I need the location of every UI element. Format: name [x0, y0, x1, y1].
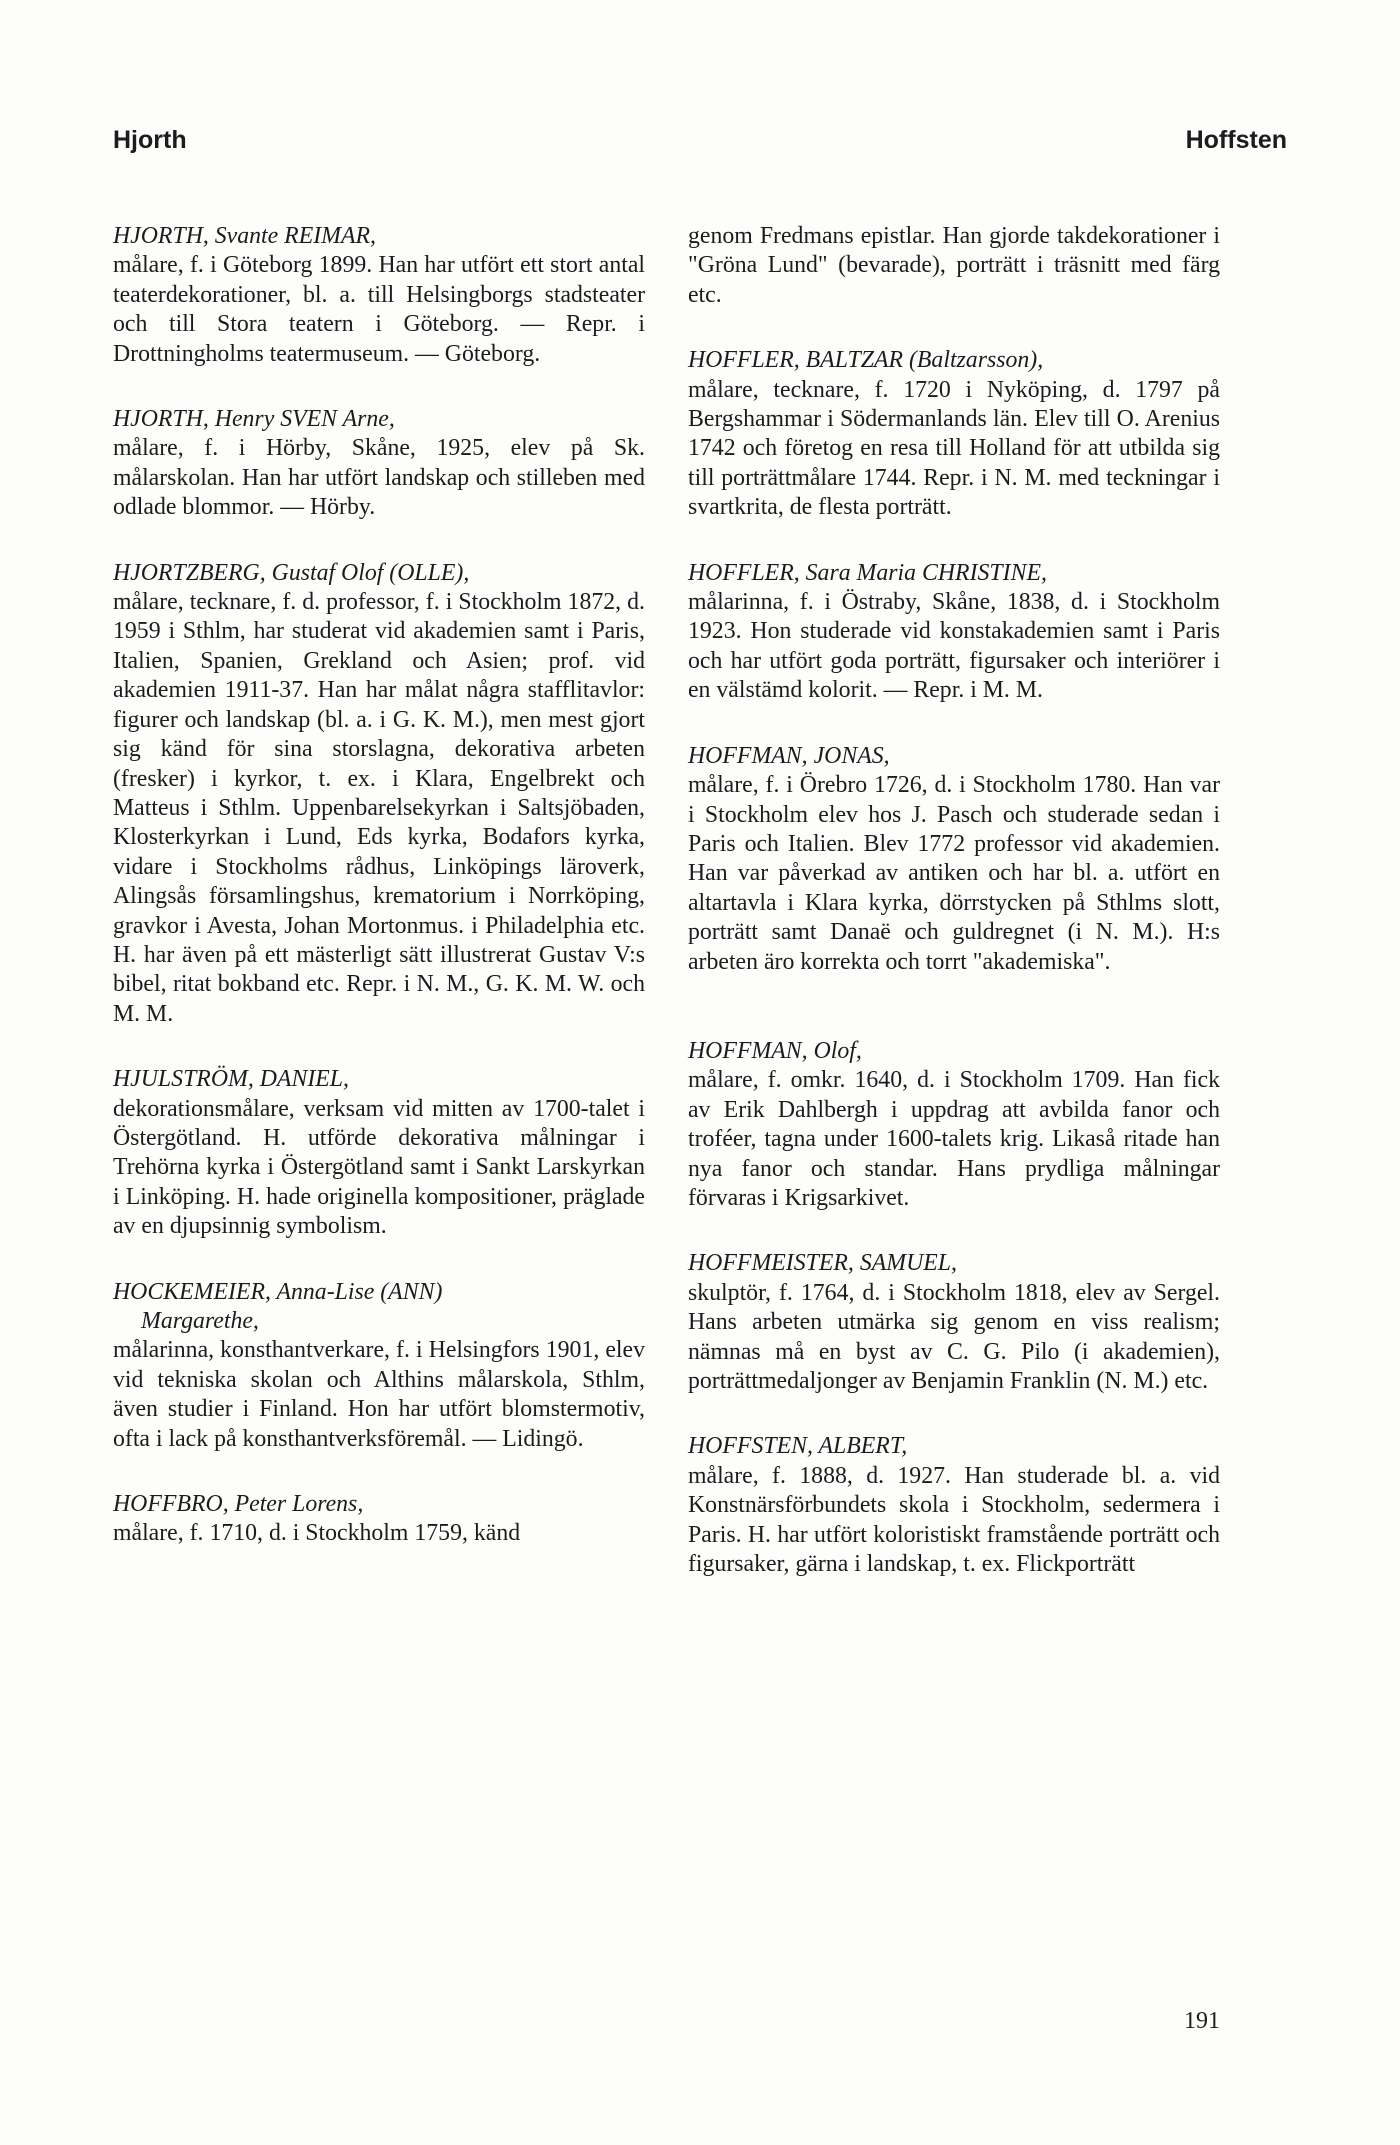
entry-body: målare, f. 1888, d. 1927. Han studerade bl. a. vid Konstnärsförbundets skola i Stockholm, sedermera i Paris. H. har utfört koloristiskt framstående porträtt och figursaker, gärna i landskap, t. ex. Flickporträtt — [688, 1462, 1220, 1578]
entry-hoffsten — [688, 1432, 1220, 1579]
entry-name: HJORTH, Svante REIMAR, — [113, 223, 377, 249]
entry-hjortzberg — [113, 559, 645, 1030]
entry-name: HJULSTRÖM, DANIEL, — [113, 1066, 349, 1093]
entry-body: målare, tecknare, f. 1720 i Nyköping, d. 1797 på Bergshammar i Södermanlands län. Elev till O. Arenius 1742 och företog en resa till Holland för att utbilda sig till porträttmålare 1744. Repr. i N. M. med teckningar i svartkrita, de flesta porträtt. — [688, 376, 1220, 521]
entry-name: HOFFBRO, Peter Lorens, — [113, 1491, 364, 1518]
entry-body: målarinna, f. i Östraby, Skåne, 1838, d. i Stockholm 1923. Hon studerade vid konstakademien samt i Paris och har utfört goda porträtt, figursaker och interiörer i en välstämd kolorit. — Repr. i M. M. — [688, 589, 1220, 704]
entry-name: HJORTH, Henry SVEN Arne, — [113, 406, 395, 433]
entry-hoffler-baltzar — [688, 346, 1220, 522]
entry-body: målare, tecknare, f. d. professor, f. i Stockholm 1872, d. 1959 i Sthlm, har studerat vid akademien samt i Paris, Italien, Spanien, Grekland och Asien; prof. vid akademien 1911-37. Han har målat några stafflitavlor: figurer och landskap (bl. a. i G. K. M.), men mest gjort sig känd för sina storslagna, dekorativa arbeten (fresker) i kyrkor, t. ex. i Klara, Engelbrekt och Matteus i Sthlm. Uppenbarelsekyrkan i Saltsjöbaden, Klosterkyrkan i Lund, Eds kyrka, Bodafors kyrka, vidare i Stockholms rådhus, Linköpings läroverk, Alingsås församlingshus, krematorium i Norrköping, gravkor i Avesta, Johan Mortonmus. i Philadelphia etc. H. har även på ett mästerligt sätt illustrerat Gustav V:s bibel, ritat bokband etc. Repr. i N. M., G. K. M. W. och M. M. — [113, 589, 645, 1027]
entry-name: HJORTZBERG, Gustaf Olof (OLLE), — [113, 559, 470, 586]
running-header — [113, 126, 1287, 166]
entry-hoffman-jonas — [688, 742, 1220, 977]
header-first-entry: Hjorth — [113, 126, 187, 154]
entry-hockemeier — [113, 1278, 645, 1454]
entry-body: målare, f. i Göteborg 1899. Han har utfört ett stort antal teaterdekorationer, bl. a. till Helsingborgs stadsteater och till Stora teatern i Göteborg. — Repr. i Drottningholms teatermuseum. — Göteborg. — [113, 252, 645, 367]
left-column — [113, 222, 645, 1549]
entry-hoffbro — [113, 1490, 645, 1549]
entry-body: målarinna, konsthantverkare, f. i Helsingfors 1901, elev vid tekniska skolan och Althins målarskola, Sthlm, även studier i Finland. Hon har utfört blomstermotiv, ofta i lack på konsthantverksföremål. — Lidingö. — [113, 1337, 645, 1452]
right-column — [688, 222, 1220, 1579]
entry-hoffmeister — [688, 1249, 1220, 1396]
entry-name: HOCKEMEIER, Anna-Lise (ANN) — [113, 1278, 443, 1305]
entry-body: genom Fredmans epistlar. Han gjorde takdekorationer i "Gröna Lund" (bevarade), porträtt i träsnitt med färg etc. — [688, 223, 1220, 308]
entry-hoffman-olof — [688, 1037, 1220, 1213]
entry-name: HOFFLER, BALTZAR (Baltzarsson), — [688, 347, 1044, 374]
entry-name: HOFFMAN, Olof, — [688, 1037, 862, 1064]
entry-body: målare, f. i Örebro 1726, d. i Stockholm 1780. Han var i Stockholm elev hos J. Pasch och studerade sedan i Paris och Italien. Blev 1772 professor vid akademien. Han var påverkad av antiken och har bl. a. utfört en altartavla i Klara kyrka, dörrstycken på Sthlms slott, porträtt samt Danaë och guldregnet (i N. M.). H:s arbeten äro korrekta och torrt "akademiska". — [688, 772, 1220, 975]
entry-body: skulptör, f. 1764, d. i Stockholm 1818, elev av Sergel. Hans arbeten utmärka sig genom en viss realism; nämnas må en byst av C. G. Pilo (i akademien), porträttmedaljonger av Benjamin Franklin (N. M.) etc. — [688, 1279, 1220, 1394]
entry-name: HOFFSTEN, ALBERT, — [688, 1433, 908, 1460]
entry-hjulstrom — [113, 1065, 645, 1241]
entry-body: målare, f. omkr. 1640, d. i Stockholm 1709. Han fick av Erik Dahlbergh i uppdrag att avbilda fanor och troféer, tagna under 1600-talets krig. Likaså ritade han nya fanor och standar. Hans prydliga målningar förvaras i Krigsarkivet. — [688, 1067, 1220, 1211]
entry-hoffbro-continued — [688, 222, 1220, 310]
entry-name-continuation: Margarethe, — [141, 1308, 259, 1334]
header-last-entry: Hoffsten — [1185, 126, 1287, 154]
entry-body: målare, f. i Hörby, Skåne, 1925, elev på Sk. målarskolan. Han har utfört landskap och stilleben med odlade blommor. — Hörby. — [113, 435, 645, 521]
entry-hjorth-svante — [113, 222, 645, 369]
entry-name: HOFFMEISTER, SAMUEL, — [688, 1250, 957, 1277]
entry-hjorth-henry — [113, 405, 645, 523]
entry-body: dekorationsmålare, verksam vid mitten av 1700-talet i Östergötland. H. utförde dekorativa målningar i Trehörna kyrka i Östergötland samt i Sankt Larskyrkan i Linköping. H. hade originella kompositioner, präglade av en djupsinnig symbolism. — [113, 1095, 645, 1240]
entry-name: HOFFLER, Sara Maria CHRISTINE, — [688, 559, 1047, 586]
entry-hoffler-christine — [688, 559, 1220, 706]
page-number: 191 — [1184, 2008, 1220, 2034]
entry-name: HOFFMAN, JONAS, — [688, 742, 890, 769]
entry-body: målare, f. 1710, d. i Stockholm 1759, känd — [113, 1520, 521, 1547]
